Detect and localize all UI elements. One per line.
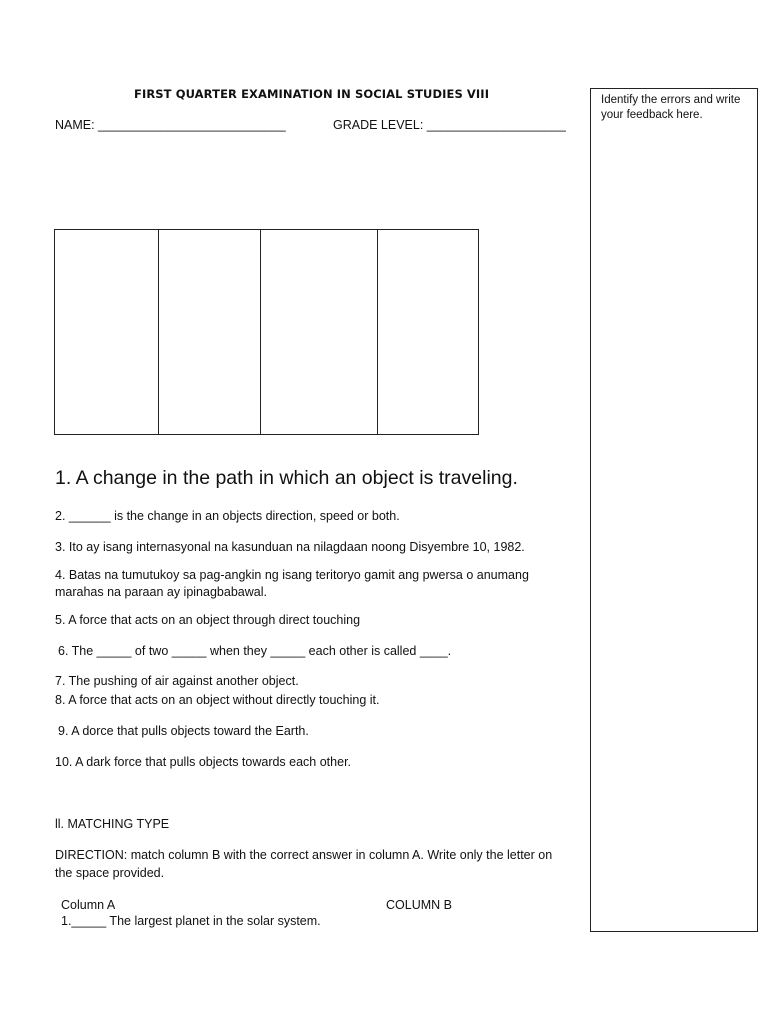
question-4-line-1: 4. Batas na tumutukoy sa pag-angkin ng isang teritoryo gamit ang pwersa o anumang [55,568,529,582]
table-cell [378,230,478,434]
question-4-line-2: marahas na paraan ay ipinagbabawal. [55,585,267,599]
column-b-header: COLUMN B [386,898,452,912]
question-3: 3. Ito ay isang internasyonal na kasunduan na nilagdaan noong Disyembre 10, 1982. [55,540,525,554]
feedback-box [590,88,758,932]
name-field-label: NAME: ___________________________ [55,118,286,132]
table-cell [55,230,159,434]
question-2: 2. ______ is the change in an objects direction, speed or both. [55,509,400,523]
question-8: 8. A force that acts on an object without directly touching it. [55,693,380,707]
matching-direction-line-1: DIRECTION: match column B with the correct answer in column A. Write only the letter on [55,848,553,862]
matching-heading: ll. MATCHING TYPE [55,817,170,831]
question-7: 7. The pushing of air against another object. [55,674,299,688]
table-cell [159,230,261,434]
question-5: 5. A force that acts on an object through direct touching [55,613,361,627]
matching-direction-line-2: the space provided. [55,866,165,880]
column-a-header: Column A [61,898,116,912]
grade-level-field-label: GRADE LEVEL: ____________________ [333,118,566,132]
table-cell [261,230,378,434]
question-10: 10. A dark force that pulls objects towards each other. [55,755,352,769]
question-9: 9. A dorce that pulls objects toward the Earth. [58,724,309,738]
blank-table [54,229,479,435]
exam-title: FIRST QUARTER EXAMINATION IN SOCIAL STUDIES VIII [134,87,490,101]
feedback-instruction: Identify the errors and write your feedback here. [601,94,741,121]
question-6: 6. The _____ of two _____ when they _____ each other is called ____. [58,644,452,658]
question-1: 1. A change in the path in which an object is traveling. [55,467,518,489]
matching-item-1: 1._____ The largest planet in the solar system. [61,914,321,928]
